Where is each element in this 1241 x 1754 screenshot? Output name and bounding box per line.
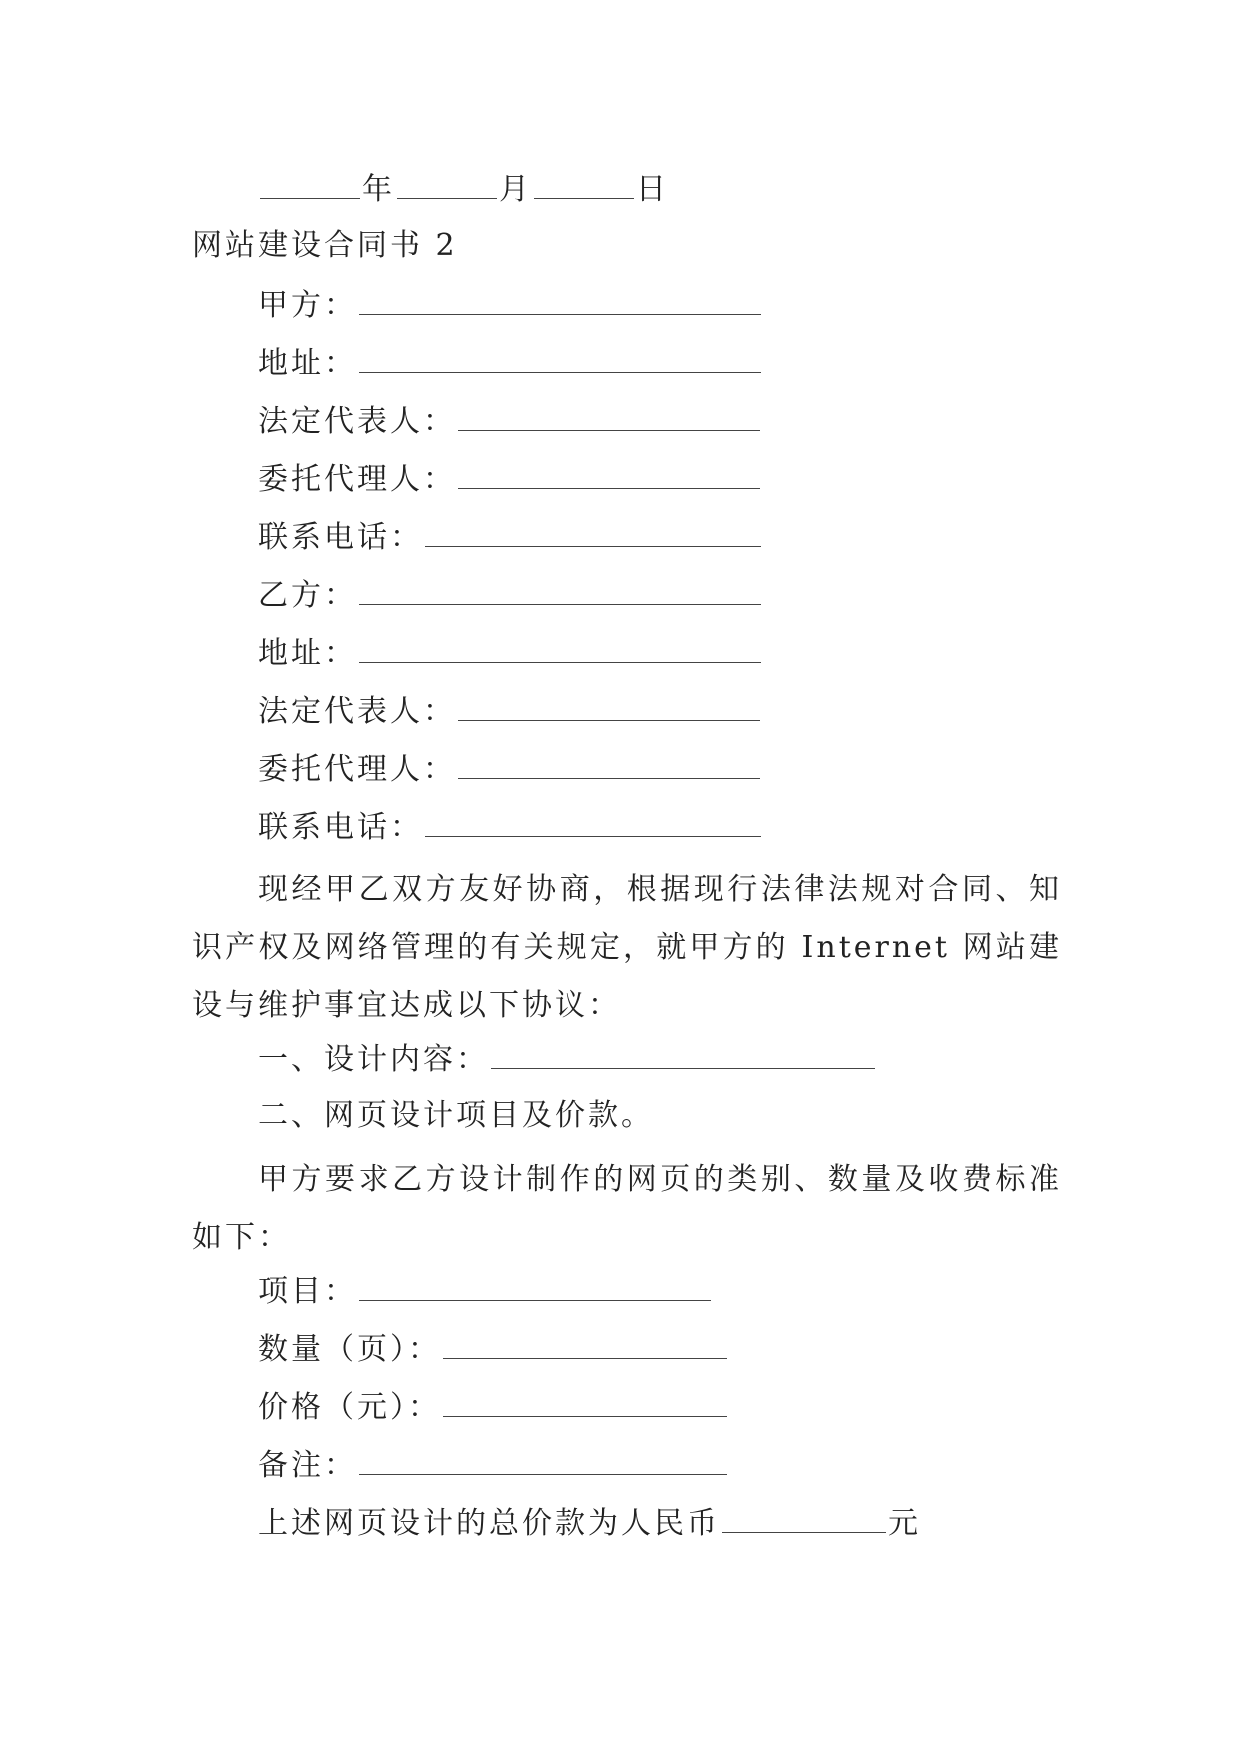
party-b-phone-row: [258, 806, 763, 848]
year-label: 年: [362, 172, 395, 207]
party-b-phone-blank: [425, 806, 761, 837]
party-b-name-label: 乙方：: [258, 578, 357, 613]
section1-row: [258, 1038, 877, 1080]
party-a-name-row: [258, 284, 763, 326]
party-b-agent-row: [258, 748, 762, 790]
total-row: [258, 1502, 921, 1544]
price-blank: [443, 1386, 727, 1417]
party-a-agent-label: 委托代理人：: [258, 462, 456, 497]
party-b-legal-rep-row: [258, 690, 762, 732]
intro-paragraph: 现经甲乙双方友好协商，根据现行法律法规对合同、知识产权及网络管理的有关规定，就甲方的 Internet 网站建设与维护事宜达成以下协议：: [192, 872, 1062, 1023]
party-a-agent-blank: [458, 458, 760, 489]
party-b-phone-label: 联系电话：: [258, 810, 423, 845]
party-b-address-blank: [359, 632, 761, 663]
month-blank: [397, 168, 497, 199]
party-a-address-blank: [359, 342, 761, 373]
party-a-name-label: 甲方：: [258, 288, 357, 323]
total-suffix: 元: [888, 1506, 921, 1541]
party-a-phone-row: [258, 516, 763, 558]
party-a-address-label: 地址：: [258, 346, 357, 381]
section1-label: 一、设计内容：: [258, 1042, 489, 1077]
party-b-agent-blank: [458, 748, 760, 779]
month-label: 月: [499, 172, 532, 207]
party-a-legal-rep-blank: [458, 400, 760, 431]
project-row: [258, 1270, 713, 1312]
section1-blank: [491, 1038, 875, 1069]
remark-row: [258, 1444, 729, 1486]
day-blank: [534, 168, 634, 199]
party-b-address-row: [258, 632, 763, 674]
party-b-agent-label: 委托代理人：: [258, 752, 456, 787]
day-label: 日: [636, 172, 669, 207]
remark-label: 备注：: [258, 1448, 357, 1483]
price-label: 价格（元）：: [258, 1390, 441, 1425]
contract-heading: 网站建设合同书 2: [192, 228, 458, 263]
party-b-address-label: 地址：: [258, 636, 357, 671]
party-a-legal-rep-label: 法定代表人：: [258, 404, 456, 439]
remark-blank: [359, 1444, 727, 1475]
quantity-label: 数量（页）：: [258, 1332, 441, 1367]
party-b-name-blank: [359, 574, 761, 605]
party-b-legal-rep-blank: [458, 690, 760, 721]
party-a-legal-rep-row: [258, 400, 762, 442]
party-a-name-blank: [359, 284, 761, 315]
party-a-phone-blank: [425, 516, 761, 547]
project-label: 项目：: [258, 1274, 357, 1309]
party-a-address-row: [258, 342, 763, 384]
party-a-phone-label: 联系电话：: [258, 520, 423, 555]
date-line: [258, 168, 669, 210]
total-amount-blank: [722, 1502, 886, 1533]
quantity-blank: [443, 1328, 727, 1359]
total-prefix: 上述网页设计的总价款为人民币: [258, 1506, 720, 1541]
year-blank: [260, 168, 360, 199]
party-b-legal-rep-label: 法定代表人：: [258, 694, 456, 729]
project-blank: [359, 1270, 711, 1301]
party-b-name-row: [258, 574, 763, 616]
section2-title: 二、网页设计项目及价款。: [258, 1098, 654, 1133]
party-a-agent-row: [258, 458, 762, 500]
quantity-row: [258, 1328, 729, 1370]
price-row: [258, 1386, 729, 1428]
requirement-paragraph: 甲方要求乙方设计制作的网页的类别、数量及收费标准如下：: [192, 1162, 1062, 1255]
